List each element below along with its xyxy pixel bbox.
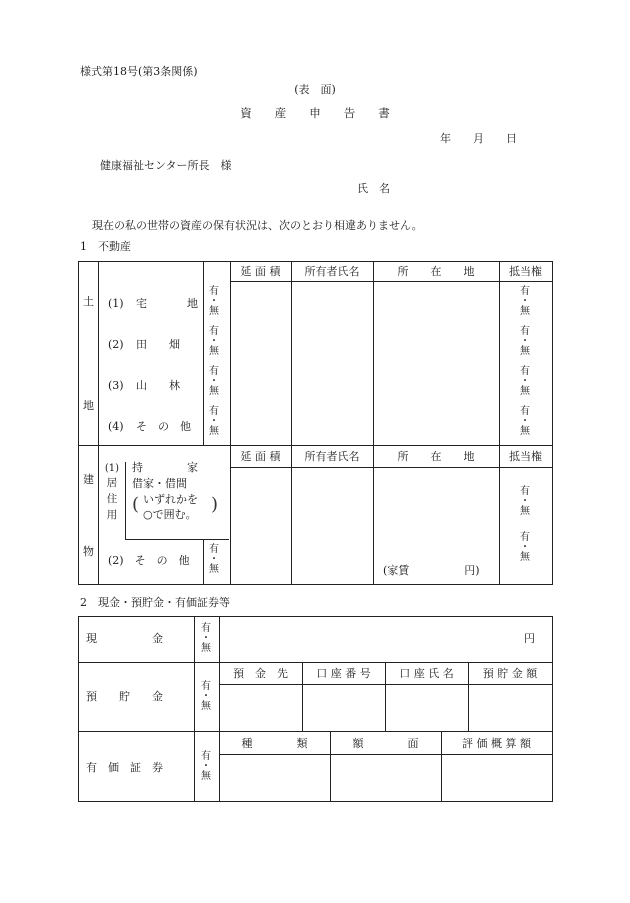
col-mortgage: 抵当権 (509, 450, 542, 463)
land-item-num: (2) (108, 338, 124, 351)
applicant-name-label: 氏 名 (357, 182, 390, 195)
col-estimated-value: 評 価 概 算 額 (462, 737, 531, 750)
yes-no-checkbox[interactable]: 有 ・ 無 (201, 623, 211, 654)
securities-label: 有 価 証 券 (86, 761, 163, 774)
residence-label-3: 用 (106, 509, 118, 521)
yes-no-checkbox[interactable]: 有 ・ 無 (209, 286, 219, 317)
yes-no-checkbox[interactable]: 有 ・ 無 (209, 544, 219, 575)
rent-field[interactable]: (家賃 円) (383, 564, 480, 577)
cash-label: 現 金 (86, 632, 163, 645)
yes-no-checkbox[interactable]: 有 ・ 無 (209, 406, 219, 437)
cash-unit: 円 (524, 632, 535, 645)
building-other: (2) そ の 他 (108, 554, 190, 567)
form-number: 様式第18号(第3条関係) (80, 65, 198, 78)
mortgage-yes-no[interactable]: 有 ・ 無 (520, 366, 530, 397)
land-item-name: そ の 他 (136, 420, 191, 433)
land-item-num: (1) (108, 297, 124, 310)
mortgage-yes-no[interactable]: 有 ・ 無 (520, 532, 530, 563)
col-account-holder: 口 座 氏 名 (399, 667, 454, 680)
col-face-value: 額 面 (352, 737, 419, 750)
col-savings-amount: 預 貯 金 額 (482, 667, 538, 680)
declaration-text: 現在の私の世帯の資産の保有状況は、次のとおり相違ありません。 (92, 219, 423, 232)
residence-num: (1) (104, 463, 120, 474)
savings-label: 預 貯 金 (86, 690, 163, 703)
yes-no-checkbox[interactable]: 有 ・ 無 (201, 681, 211, 712)
note-left-bracket: ( (132, 494, 140, 515)
yes-no-checkbox[interactable]: 有 ・ 無 (209, 326, 219, 357)
section2-heading: 2 現金・預貯金・有価証券等 (80, 596, 230, 609)
rented-option[interactable]: 借家・借間 (132, 477, 187, 490)
document-title: 資 産 申 告 書 (240, 106, 390, 120)
land-item-num: (3) (108, 379, 124, 392)
land-item-name: 宅 地 (136, 297, 198, 310)
land-item-name: 山 林 (136, 379, 180, 392)
col-location: 所 在 地 (397, 265, 475, 278)
land-label-top: 土 (83, 295, 94, 308)
residence-label-1: 居 (106, 477, 118, 489)
col-floor-area: 延 面 積 (240, 265, 281, 278)
yes-no-checkbox[interactable]: 有 ・ 無 (209, 366, 219, 397)
building-label-bottom: 物 (83, 545, 94, 558)
date-field[interactable]: 年 月 日 (440, 132, 517, 145)
building-label-top: 建 (83, 473, 94, 486)
col-owner-name: 所有者氏名 (304, 450, 360, 463)
residence-label-2: 住 (106, 493, 118, 505)
col-type: 種 類 (241, 737, 308, 750)
col-account-number: 口 座 番 号 (316, 667, 371, 680)
col-mortgage: 抵当権 (509, 265, 542, 278)
col-location: 所 在 地 (397, 450, 475, 463)
addressee: 健康福祉センター所長 様 (100, 159, 232, 172)
note-right-bracket: ) (211, 494, 219, 515)
section1-heading: 1 不動産 (80, 240, 131, 253)
yes-no-checkbox[interactable]: 有 ・ 無 (201, 751, 211, 782)
col-floor-area: 延 面 積 (240, 450, 281, 463)
note-line2: ○で囲む。 (143, 508, 197, 521)
mortgage-yes-no[interactable]: 有 ・ 無 (520, 286, 530, 317)
note-line1: いずれかを (143, 493, 198, 506)
page-side-label: (表 面) (294, 83, 336, 96)
mortgage-yes-no[interactable]: 有 ・ 無 (520, 486, 530, 517)
mortgage-yes-no[interactable]: 有 ・ 無 (520, 406, 530, 437)
land-label-bottom: 地 (83, 399, 94, 412)
owned-house-option[interactable]: 持 家 (132, 461, 198, 474)
land-item-num: (4) (108, 420, 124, 433)
col-bank: 預 金 先 (233, 667, 288, 680)
col-owner-name: 所有者氏名 (304, 265, 360, 278)
land-item-name: 田 畑 (136, 338, 180, 351)
mortgage-yes-no[interactable]: 有 ・ 無 (520, 326, 530, 357)
